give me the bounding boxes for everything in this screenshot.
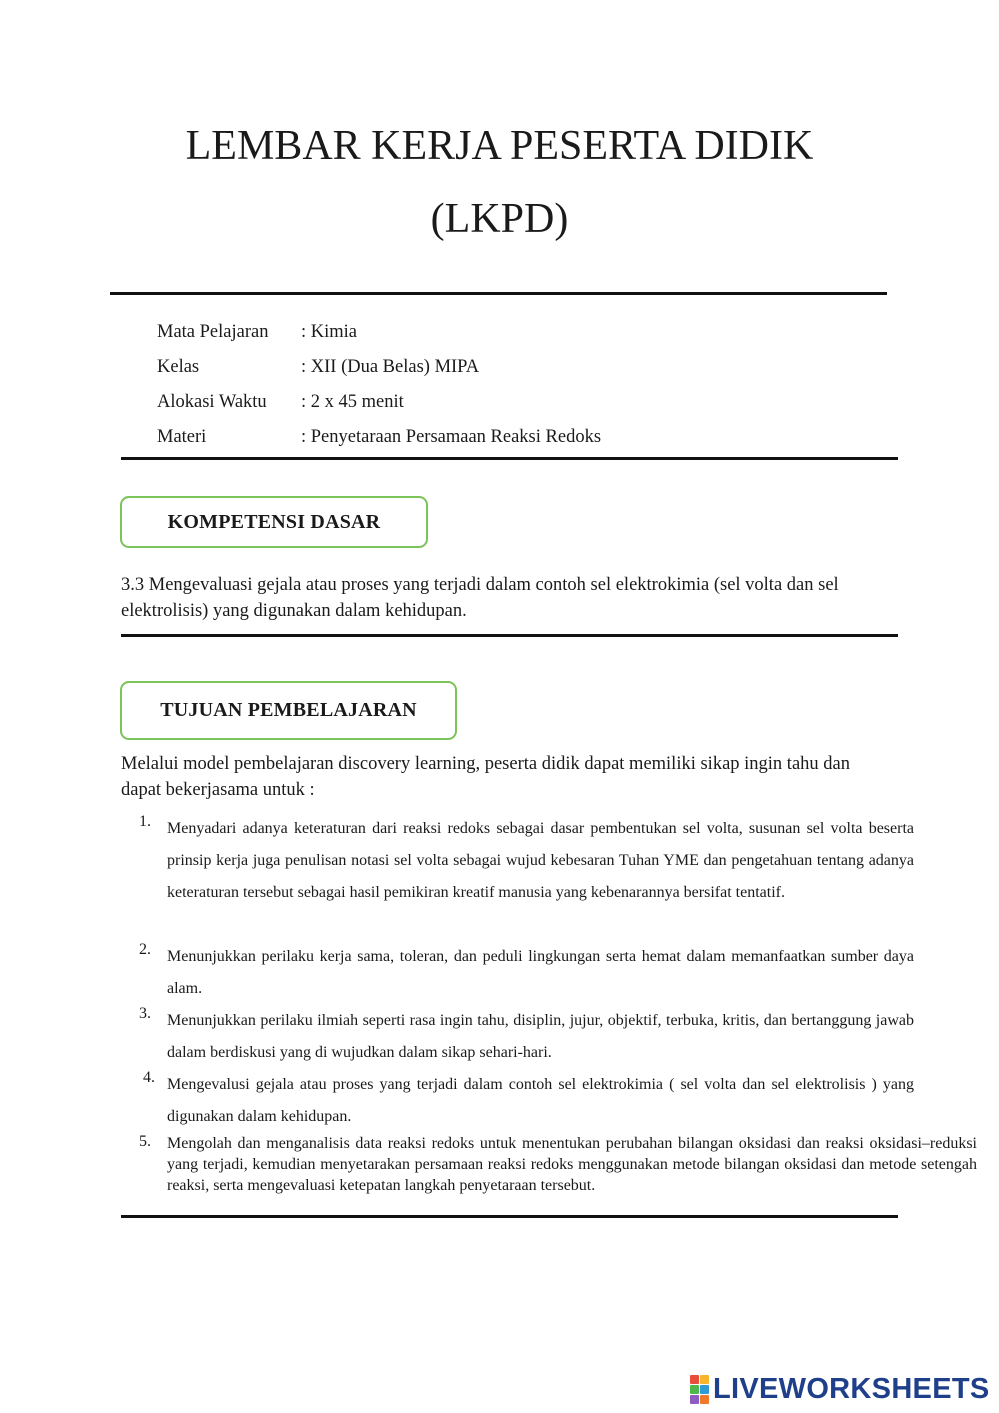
list-item-text: Mengolah dan menganalisis data reaksi redoks untuk menentukan perubahan bilangan oksidasi dan reaksi oksidasi–reduksi yang terjadi, kemudian menyetarakan persamaan reaksi redoks menggunakan metode bilangan oksidasi dan metode setengah reaksi, serta mengevaluasi ketepatan langkah penyetaraan tersebut. — [167, 1135, 977, 1194]
kompetensi-heading: KOMPETENSI DASAR — [167, 510, 381, 533]
info-label: Materi — [157, 427, 207, 447]
logo-text: LIVEWORKSHEETS — [713, 1372, 990, 1405]
tujuan-heading-box — [120, 681, 457, 740]
list-item-number: 1. — [139, 813, 151, 830]
list-item-number: 5. — [139, 1133, 151, 1150]
info-label: Kelas — [157, 357, 200, 377]
tujuan-heading: TUJUAN PEMBELAJARAN — [160, 699, 417, 721]
page-subtitle: (LKPD) — [430, 196, 569, 242]
divider-top — [110, 292, 887, 295]
divider-kompetensi — [121, 634, 898, 637]
divider-info — [121, 457, 898, 460]
list-item-number: 3. — [139, 1005, 151, 1022]
list-item-number: 2. — [139, 941, 151, 958]
info-label: Mata Pelajaran — [157, 322, 269, 342]
liveworksheets-logo[interactable] — [690, 1372, 990, 1405]
info-value: : 2 x 45 menit — [301, 392, 404, 412]
kompetensi-text: 3.3 Mengevaluasi gejala atau proses yang terjadi dalam contoh sel elektrokimia (sel volta dan sel elektrolisis) yang digunakan dalam kehidupan. — [121, 575, 839, 621]
kompetensi-heading-box — [120, 496, 428, 548]
info-label: Alokasi Waktu — [157, 392, 267, 412]
list-item-text: Menyadari adanya keteraturan dari reaksi redoks sebagai dasar pembentukan sel volta, susunan sel volta beserta prinsip kerja juga penulisan notasi sel volta sebagai wujud kebesaran Tuhan YME dan pengetahuan tentang adanya keteraturan tersebut sebagai hasil pemikiran kreatif manusia yang kebenarannya bersifat tentatif. — [167, 820, 914, 901]
divider-bottom — [121, 1215, 898, 1218]
tujuan-intro: Melalui model pembelajaran discovery learning, peserta didik dapat memiliki sikap ingin tahu dan dapat bekerjasama untuk : — [121, 754, 850, 800]
list-item-number: 4. — [143, 1069, 155, 1086]
list-item-text: Mengevalusi gejala atau proses yang terjadi dalam contoh sel elektrokimia ( sel volta dan sel elektrolisis ) yang digunakan dalam kehidupan. — [167, 1076, 914, 1125]
info-value: : XII (Dua Belas) MIPA — [301, 357, 480, 377]
info-value: : Penyetaraan Persamaan Reaksi Redoks — [301, 427, 602, 447]
info-value: : Kimia — [301, 322, 358, 342]
liveworksheets-logo-icon — [690, 1375, 709, 1404]
page-title: LEMBAR KERJA PESERTA DIDIK — [185, 123, 814, 169]
list-item-text: Menunjukkan perilaku kerja sama, toleran, dan peduli lingkungan serta hemat dalam memanfaatkan sumber daya alam. — [167, 948, 914, 997]
list-item-text: Menunjukkan perilaku ilmiah seperti rasa ingin tahu, disiplin, jujur, objektif, terbuka, kritis, dan bertanggung jawab dalam berdiskusi yang di wujudkan dalam sikap sehari-hari. — [167, 1012, 914, 1061]
